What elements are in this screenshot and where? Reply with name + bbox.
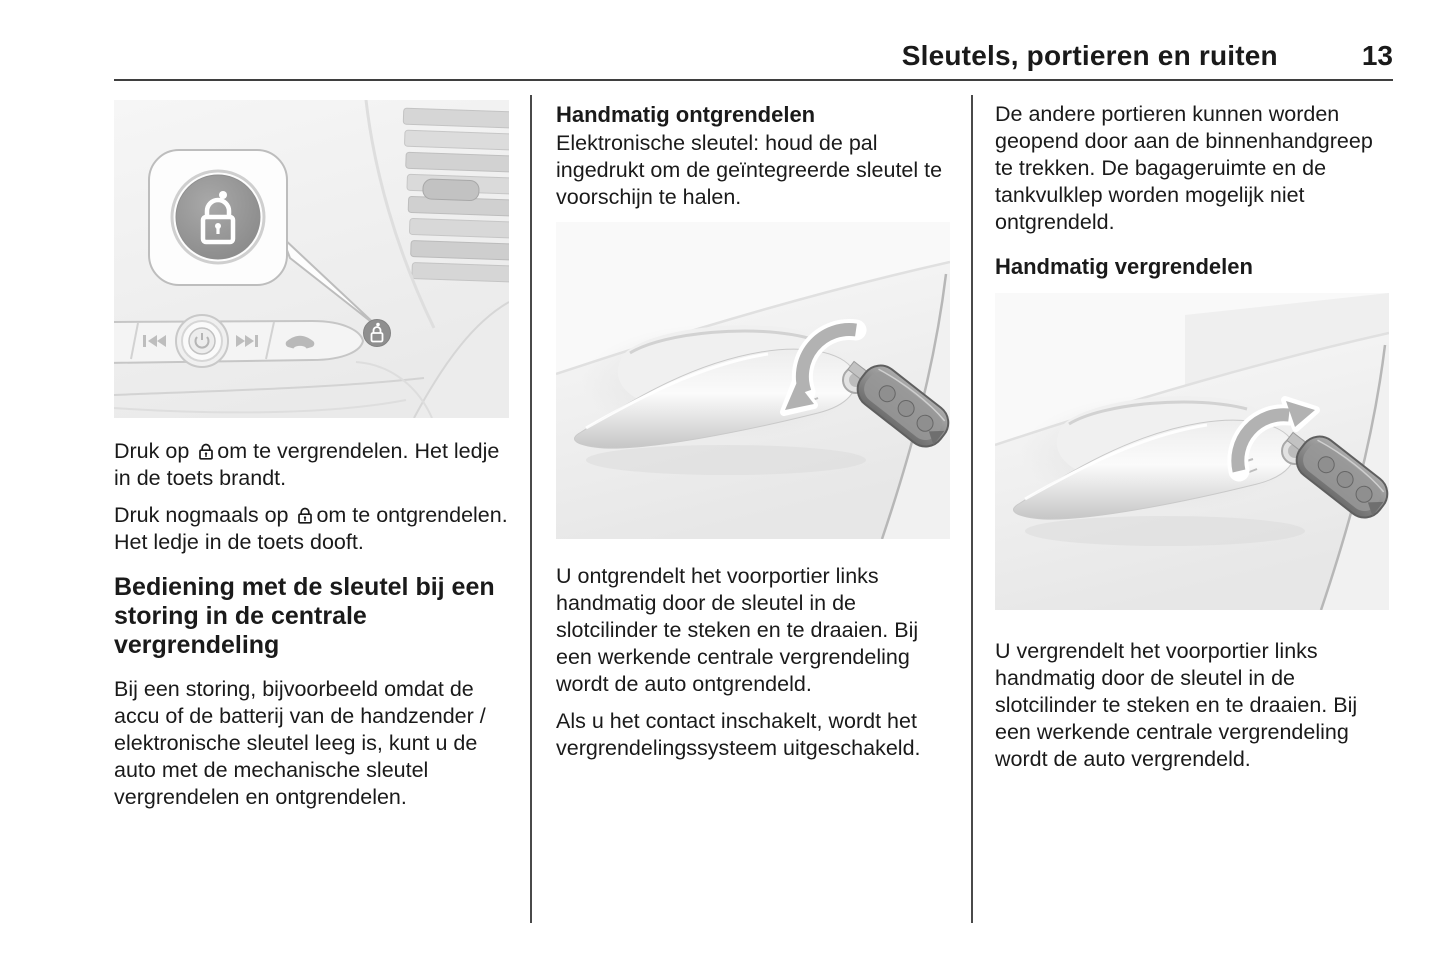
paragraph: U ontgrendelt het voorportier links handmatig door de sleutel in de slotcilinder te steken en te draaien. Bij een werkende centrale vergrendeling wordt de auto ontgrendeld.	[556, 564, 919, 696]
media-control-bar	[114, 315, 363, 367]
lock-icon	[199, 443, 213, 460]
column-divider	[971, 95, 973, 923]
content-columns	[114, 85, 1393, 923]
paragraph: De andere portieren kunnen worden geopend door aan de binnenhandgreep te trekken. De bagageruimte en de tankvulklep worden mogelijk niet ontgrendeld.	[995, 102, 1373, 234]
column-2	[556, 85, 951, 923]
door-handle-lock-illustration	[995, 293, 1389, 610]
paragraph: Elektronische sleutel: houd de pal ingedrukt om de geïntegreerde sleutel te voorschijn te halen.	[556, 131, 943, 209]
column-1	[114, 85, 509, 923]
sub-heading: Handmatig ontgrendelen	[556, 102, 816, 127]
lock-icon	[298, 507, 312, 524]
door-handle-unlock-illustration	[556, 222, 950, 539]
paragraph: Druk op om te vergrendelen. Het ledje in de toets brandt.	[114, 439, 500, 490]
sub-heading: Handmatig vergrendelen	[995, 254, 1253, 279]
led-indicator	[219, 191, 227, 199]
column-divider	[530, 95, 532, 923]
chapter-title: Sleutels, portieren en ruiten	[901, 40, 1278, 71]
page-header	[114, 0, 1393, 81]
dashboard-lock-button-illustration	[114, 100, 509, 418]
dash-lock-button	[364, 320, 391, 347]
power-knob	[176, 315, 228, 367]
paragraph: Als u het contact inschakelt, wordt het vergrendelingssysteem uitgeschakeld.	[556, 709, 921, 760]
paragraph: Bij een storing, bijvoorbeeld omdat de accu of de batterij van de handzender / elektronische sleutel leeg is, kunt u de auto met de mechanische sleutel vergrendelen en ontgrendelen.	[114, 677, 486, 809]
paragraph: Druk nogmaals op om te ontgrendelen. Het ledje in de toets dooft.	[114, 503, 508, 554]
column-3	[995, 85, 1390, 923]
paragraph: U vergrendelt het voorportier links handmatig door de sleutel in de slotcilinder te steken en te draaien. Bij een werkende centrale vergrendeling wordt de auto vergrendeld.	[995, 639, 1358, 771]
vent-handle	[423, 179, 480, 201]
page-number: 13	[1361, 40, 1393, 71]
section-heading: Bediening met de sleutel bij een storing in de centrale vergrendeling	[114, 573, 495, 659]
